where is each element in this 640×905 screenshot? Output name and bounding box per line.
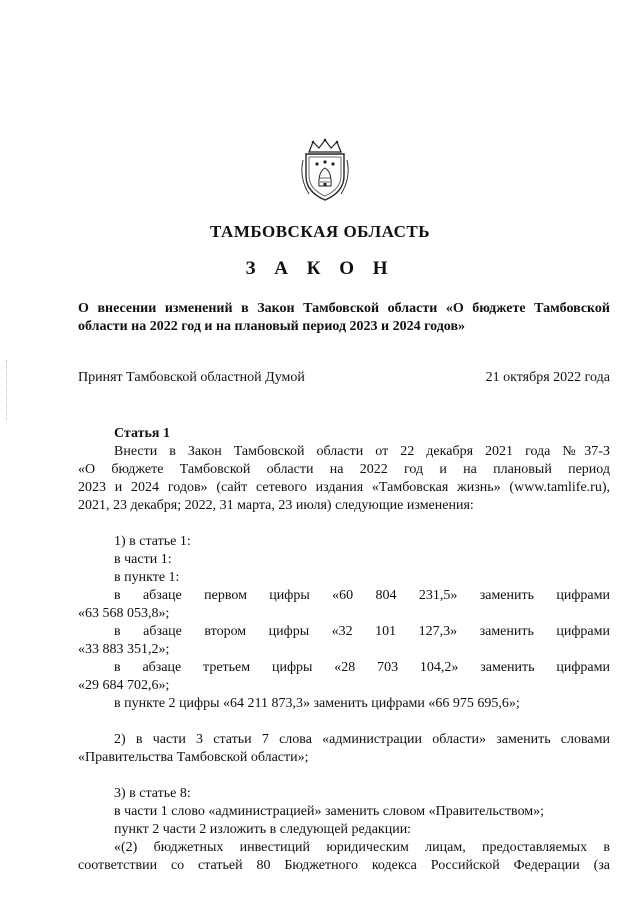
law-title: О внесении изменений в Закон Тамбовской области «О бюджете Тамбовской области на 2022 год и на плановый период 2023 и 2024 годов» [78, 301, 610, 334]
item-3-line: соответствии со статьей 80 Бюджетного кодекса Российской Федерации (за [78, 858, 610, 873]
adoption-line [78, 370, 610, 386]
amendment-line: в абзаце втором цифры «32 101 127,3» заменить цифрами [114, 624, 610, 639]
amendment-line: в абзаце третьем цифры «28 703 104,2» заменить цифрами [114, 660, 610, 675]
item-2-line: 2) в части 3 статьи 7 слова «администрации области» заменить словами [114, 732, 610, 747]
item-1-point: в пункте 1: [114, 570, 180, 585]
article-heading: Статья 1 [114, 426, 170, 441]
coat-of-arms-icon [297, 138, 353, 202]
item-1-heading: 1) в статье 1: [114, 534, 191, 549]
adoption-date: 21 октября 2022 года [485, 370, 610, 385]
amendment-value: «29 684 702,6»; [78, 678, 170, 693]
item-3-line: «(2) бюджетных инвестиций юридическим лицам, предоставляемых в [114, 840, 610, 855]
item-3-line: пункт 2 части 2 изложить в следующей редакции: [114, 822, 412, 837]
region-heading: ТАМБОВСКАЯ ОБЛАСТЬ [210, 222, 430, 241]
item-1-part: в части 1: [114, 552, 172, 567]
article-intro-line: «О бюджете Тамбовской области на 2022 год и на плановый период [78, 462, 610, 477]
item-3-heading: 3) в статье 8: [114, 786, 191, 801]
amendment-line: в абзаце первом цифры «60 804 231,5» заменить цифрами [114, 588, 610, 603]
amendment-value: «33 883 351,2»; [78, 642, 170, 657]
item-3-line: в части 1 слово «администрацией» заменить словом «Правительством»; [114, 804, 545, 819]
adoption-text: Принят Тамбовской областной Думой [78, 370, 305, 385]
document-body [78, 425, 610, 875]
amendment-value: «63 568 053,8»; [78, 606, 170, 621]
document-type-heading: З А К О Н [245, 258, 395, 279]
article-intro-line: 2023 и 2024 годов» (сайт сетевого издания «Тамбовская жизнь» (www.tamlife.ru), [78, 480, 610, 495]
scan-margin-mark [6, 360, 8, 420]
article-intro-line: Внести в Закон Тамбовской области от 22 декабря 2021 года №37-З [114, 444, 610, 459]
item-2-line: «Правительства Тамбовской области»; [78, 750, 309, 765]
article-intro-line: 2021, 23 декабря; 2022, 31 марта, 23 июля) следующие изменения: [78, 498, 474, 513]
amendment-line: в пункте 2 цифры «64 211 873,3» заменить цифрами «66 975 695,6»; [114, 696, 520, 711]
